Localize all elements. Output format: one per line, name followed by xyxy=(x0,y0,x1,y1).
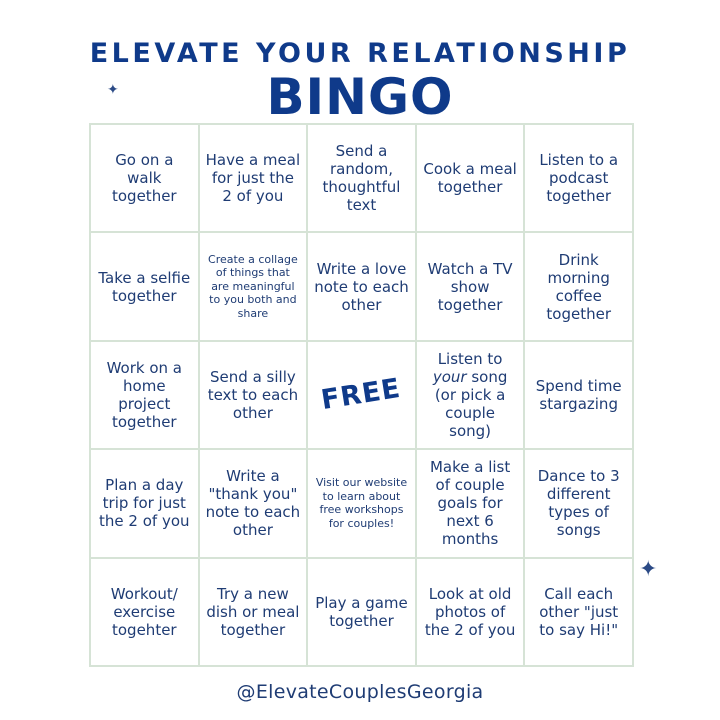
cell-label: Take a selfie together xyxy=(98,268,191,305)
bingo-cell xyxy=(90,449,199,557)
bingo-heading: BINGO xyxy=(266,68,454,126)
cell-label: Cook a meal together xyxy=(423,160,517,197)
bingo-cell xyxy=(307,558,416,666)
bingo-cell xyxy=(524,449,633,557)
bingo-cell xyxy=(90,341,199,449)
cell-label: Call each other "just to say Hi!" xyxy=(539,584,619,639)
cell-label: Try a new dish or meal together xyxy=(206,584,300,639)
cell-label: Play a game together xyxy=(315,593,408,630)
bingo-cell xyxy=(524,124,633,232)
bingo-cell xyxy=(199,341,308,449)
cell-label: Create a collage of things that are meaningful to you both and share xyxy=(208,252,298,320)
cell-label: Plan a day trip for just the 2 of you xyxy=(99,476,190,531)
social-handle: @ElevateCouplesGeorgia xyxy=(236,681,484,703)
cell-label: Send a random, thoughtful text xyxy=(322,142,401,215)
cell-label: Go on a walk together xyxy=(112,151,177,206)
bingo-cell xyxy=(307,124,416,232)
cell-label: Workout/ exercise togehter xyxy=(110,584,178,639)
cell-label: Dance to 3 different types of songs xyxy=(537,467,620,540)
cell-label: Have a meal for just the 2 of you xyxy=(205,151,301,206)
bingo-cell xyxy=(416,124,525,232)
bingo-cell xyxy=(90,232,199,340)
cell-label: Visit our website to learn about free workshops for couples! xyxy=(315,476,408,530)
bingo-cell xyxy=(90,558,199,666)
bingo-cell xyxy=(416,341,525,449)
cell-label: Write a "thank you" note to each other xyxy=(205,467,301,540)
bingo-cell xyxy=(416,558,525,666)
bingo-grid xyxy=(89,123,634,667)
page-title: ELEVATE YOUR RELATIONSHIP xyxy=(89,38,631,69)
bingo-cell xyxy=(199,449,308,557)
bingo-cell xyxy=(307,232,416,340)
cell-label: Listen to your song (or pick a couple song) xyxy=(432,349,508,440)
bingo-cell xyxy=(524,558,633,666)
cell-label: Drink morning coffee together xyxy=(546,250,611,323)
cell-label: Work on a home project together xyxy=(106,358,182,431)
cell-label: Listen to a podcast together xyxy=(539,151,619,206)
bingo-cell xyxy=(199,124,308,232)
bingo-cell xyxy=(199,558,308,666)
cell-label: Watch a TV show together xyxy=(427,259,513,314)
bingo-cell xyxy=(199,232,308,340)
sparkle-icon: ✦ xyxy=(107,82,119,98)
bingo-cell xyxy=(90,124,199,232)
cell-label: Write a love note to each other xyxy=(314,259,409,314)
cell-label: Send a silly text to each other xyxy=(207,367,299,422)
bingo-cell xyxy=(307,449,416,557)
bingo-cell xyxy=(416,449,525,557)
bingo-cell xyxy=(416,232,525,340)
bingo-cell xyxy=(524,341,633,449)
cell-label: Make a list of couple goals for next 6 months xyxy=(429,458,511,549)
free-space-label: FREE xyxy=(319,372,404,417)
cell-label: Spend time stargazing xyxy=(535,376,622,413)
bingo-cell xyxy=(524,232,633,340)
cell-label: Look at old photos of the 2 of you xyxy=(424,584,516,639)
free-space-cell xyxy=(307,341,416,449)
sparkle-icon: ✦ xyxy=(639,557,658,582)
